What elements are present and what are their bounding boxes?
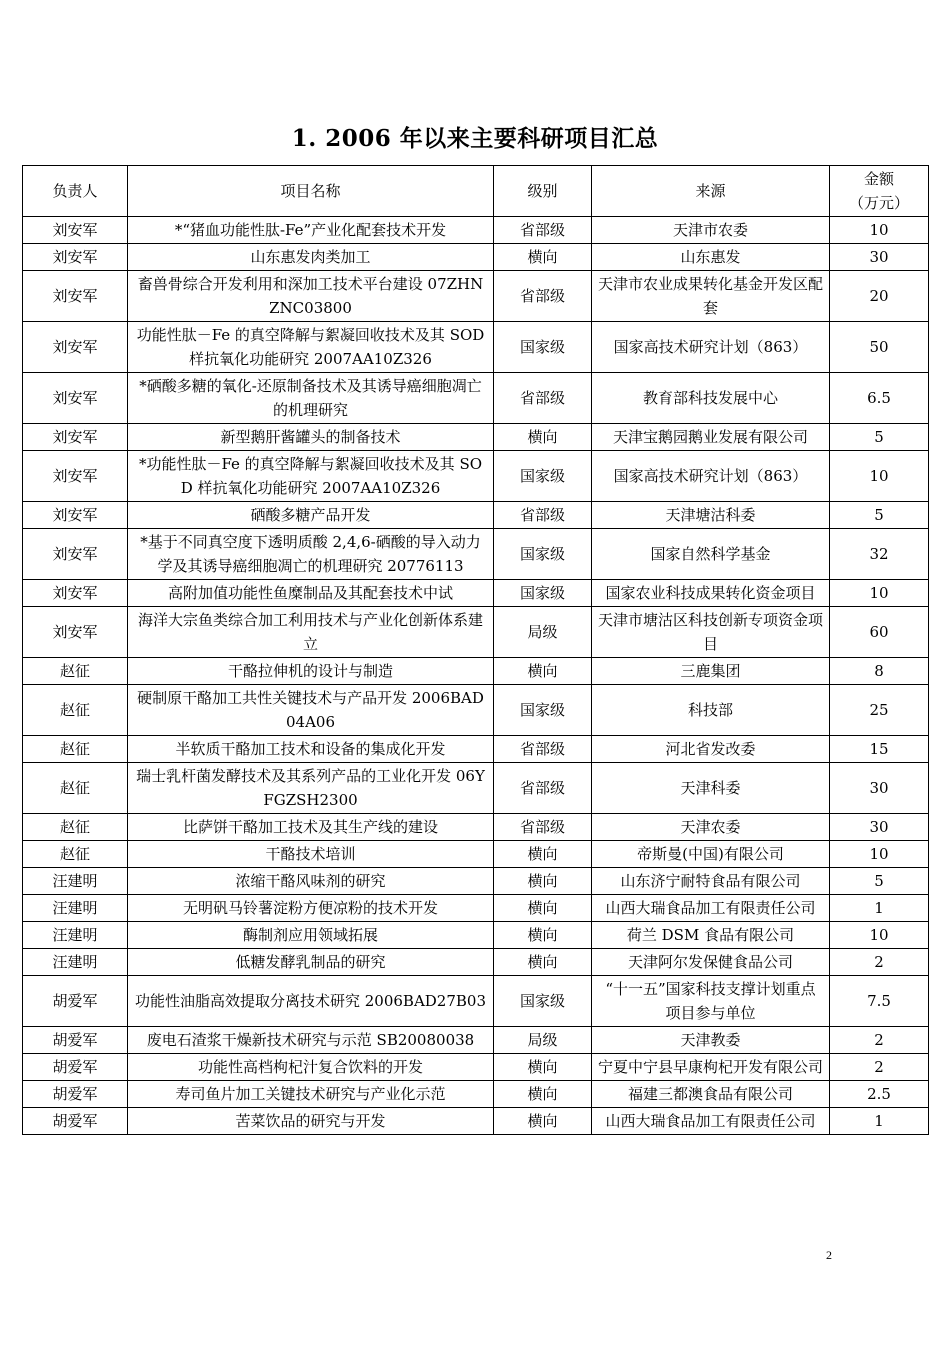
cell-source: 天津农委 [592, 814, 830, 841]
cell-source: 山东济宁耐特食品有限公司 [592, 868, 830, 895]
cell-level: 省部级 [494, 502, 592, 529]
table-row [23, 763, 929, 814]
cell-leader: 刘安军 [23, 607, 128, 658]
cell-leader: 赵征 [23, 658, 128, 685]
cell-level: 横向 [494, 841, 592, 868]
cell-project: *硒酸多糖的氧化-还原制备技术及其诱导癌细胞凋亡的机理研究 [128, 373, 494, 424]
cell-leader: 赵征 [23, 685, 128, 736]
cell-amount: 10 [830, 841, 929, 868]
cell-amount: 60 [830, 607, 929, 658]
table-row [23, 424, 929, 451]
cell-amount: 7.5 [830, 976, 929, 1027]
cell-project: 瑞士乳杆菌发酵技术及其系列产品的工业化开发 06YFGZSH2300 [128, 763, 494, 814]
cell-leader: 刘安军 [23, 580, 128, 607]
cell-level: 横向 [494, 1081, 592, 1108]
cell-leader: 胡爱军 [23, 976, 128, 1027]
cell-project: *功能性肽－Fe 的真空降解与絮凝回收技术及其 SOD 样抗氧化功能研究 2007AA10Z326 [128, 451, 494, 502]
cell-project: 海洋大宗鱼类综合加工利用技术与产业化创新体系建立 [128, 607, 494, 658]
cell-project: 苦菜饮品的研究与开发 [128, 1108, 494, 1135]
cell-project: 功能性高档枸杞汁复合饮料的开发 [128, 1054, 494, 1081]
cell-leader: 赵征 [23, 736, 128, 763]
table-row [23, 685, 929, 736]
cell-leader: 胡爱军 [23, 1108, 128, 1135]
cell-project: 干酪技术培训 [128, 841, 494, 868]
table-row [23, 607, 929, 658]
table-row [23, 322, 929, 373]
cell-project: 干酪拉伸机的设计与制造 [128, 658, 494, 685]
cell-leader: 赵征 [23, 763, 128, 814]
page-title: 1. 2006 年以来主要科研项目汇总 [291, 125, 659, 152]
cell-level: 横向 [494, 1054, 592, 1081]
projects-table [22, 165, 929, 1135]
cell-source: 天津科委 [592, 763, 830, 814]
cell-project: 功能性油脂高效提取分离技术研究 2006BAD27B03 [128, 976, 494, 1027]
table-row [23, 976, 929, 1027]
cell-amount: 5 [830, 424, 929, 451]
cell-amount: 2.5 [830, 1081, 929, 1108]
cell-amount: 6.5 [830, 373, 929, 424]
cell-level: 国家级 [494, 529, 592, 580]
table-row [23, 451, 929, 502]
cell-leader: 胡爱军 [23, 1081, 128, 1108]
cell-source: 国家高技术研究计划（863） [592, 322, 830, 373]
cell-level: 横向 [494, 922, 592, 949]
table-row [23, 373, 929, 424]
cell-amount: 10 [830, 451, 929, 502]
cell-project: 比萨饼干酪加工技术及其生产线的建设 [128, 814, 494, 841]
cell-project: 浓缩干酪风味剂的研究 [128, 868, 494, 895]
cell-source: 荷兰 DSM 食品有限公司 [592, 922, 830, 949]
cell-level: 横向 [494, 244, 592, 271]
table-row [23, 580, 929, 607]
cell-project: 硬制原干酪加工共性关键技术与产品开发 2006BAD04A06 [128, 685, 494, 736]
cell-source: 教育部科技发展中心 [592, 373, 830, 424]
table-row [23, 1027, 929, 1054]
cell-source: 山东惠发 [592, 244, 830, 271]
table-row [23, 949, 929, 976]
cell-source: 河北省发改委 [592, 736, 830, 763]
table-row [23, 736, 929, 763]
cell-source: 帝斯曼(中国)有限公司 [592, 841, 830, 868]
cell-leader: 汪建明 [23, 895, 128, 922]
cell-amount: 5 [830, 502, 929, 529]
cell-level: 横向 [494, 1108, 592, 1135]
cell-project: 山东惠发肉类加工 [128, 244, 494, 271]
cell-source: 天津市塘沽区科技创新专项资金项目 [592, 607, 830, 658]
cell-level: 局级 [494, 607, 592, 658]
cell-project: 低糖发酵乳制品的研究 [128, 949, 494, 976]
cell-level: 国家级 [494, 685, 592, 736]
cell-source: “十一五”国家科技支撑计划重点项目参与单位 [592, 976, 830, 1027]
cell-project: 新型鹅肝酱罐头的制备技术 [128, 424, 494, 451]
table-row [23, 529, 929, 580]
cell-leader: 刘安军 [23, 217, 128, 244]
cell-level: 横向 [494, 658, 592, 685]
table-row [23, 658, 929, 685]
cell-amount: 30 [830, 763, 929, 814]
cell-leader: 汪建明 [23, 949, 128, 976]
table-row [23, 922, 929, 949]
table-row [23, 1081, 929, 1108]
cell-level: 横向 [494, 424, 592, 451]
cell-leader: 刘安军 [23, 244, 128, 271]
cell-amount: 1 [830, 1108, 929, 1135]
table-row [23, 271, 929, 322]
cell-level: 国家级 [494, 976, 592, 1027]
cell-level: 横向 [494, 868, 592, 895]
header-project: 项目名称 [128, 166, 494, 217]
cell-amount: 2 [830, 1027, 929, 1054]
table-row [23, 1054, 929, 1081]
cell-amount: 2 [830, 1054, 929, 1081]
cell-project: *基于不同真空度下透明质酸 2,4,6-硒酸的导入动力学及其诱导癌细胞凋亡的机理研究 20776113 [128, 529, 494, 580]
cell-project: 硒酸多糖产品开发 [128, 502, 494, 529]
table-row [23, 895, 929, 922]
cell-leader: 赵征 [23, 841, 128, 868]
header-leader: 负责人 [23, 166, 128, 217]
cell-source: 天津塘沽科委 [592, 502, 830, 529]
cell-leader: 刘安军 [23, 322, 128, 373]
cell-amount: 10 [830, 922, 929, 949]
cell-project: 酶制剂应用领域拓展 [128, 922, 494, 949]
cell-level: 局级 [494, 1027, 592, 1054]
table-row [23, 217, 929, 244]
cell-source: 科技部 [592, 685, 830, 736]
cell-source: 国家自然科学基金 [592, 529, 830, 580]
cell-amount: 20 [830, 271, 929, 322]
table-header-row [23, 166, 929, 217]
cell-level: 横向 [494, 895, 592, 922]
cell-level: 国家级 [494, 451, 592, 502]
cell-level: 省部级 [494, 736, 592, 763]
table-row [23, 502, 929, 529]
cell-amount: 15 [830, 736, 929, 763]
cell-amount: 10 [830, 217, 929, 244]
cell-source: 天津市农委 [592, 217, 830, 244]
header-source: 来源 [592, 166, 830, 217]
cell-source: 山西大瑞食品加工有限责任公司 [592, 1108, 830, 1135]
cell-amount: 30 [830, 244, 929, 271]
cell-level: 省部级 [494, 763, 592, 814]
cell-amount: 50 [830, 322, 929, 373]
cell-project: 畜兽骨综合开发利用和深加工技术平台建设 07ZHNZNC03800 [128, 271, 494, 322]
table-row [23, 814, 929, 841]
cell-leader: 汪建明 [23, 922, 128, 949]
cell-amount: 5 [830, 868, 929, 895]
cell-amount: 10 [830, 580, 929, 607]
header-amount: 金额 （万元） [830, 166, 929, 217]
cell-source: 国家农业科技成果转化资金项目 [592, 580, 830, 607]
cell-leader: 刘安军 [23, 502, 128, 529]
cell-level: 省部级 [494, 373, 592, 424]
cell-level: 国家级 [494, 322, 592, 373]
cell-source: 山西大瑞食品加工有限责任公司 [592, 895, 830, 922]
cell-amount: 1 [830, 895, 929, 922]
cell-project: 半软质干酪加工技术和设备的集成化开发 [128, 736, 494, 763]
cell-source: 国家高技术研究计划（863） [592, 451, 830, 502]
cell-amount: 8 [830, 658, 929, 685]
cell-leader: 刘安军 [23, 373, 128, 424]
header-level: 级别 [494, 166, 592, 217]
cell-project: 废电石渣浆干燥新技术研究与示范 SB20080038 [128, 1027, 494, 1054]
cell-leader: 胡爱军 [23, 1027, 128, 1054]
cell-leader: 刘安军 [23, 424, 128, 451]
cell-source: 福建三都澳食品有限公司 [592, 1081, 830, 1108]
cell-source: 天津阿尔发保健食品公司 [592, 949, 830, 976]
cell-source: 宁夏中宁县早康枸杞开发有限公司 [592, 1054, 830, 1081]
table-row [23, 868, 929, 895]
cell-leader: 汪建明 [23, 868, 128, 895]
cell-leader: 赵征 [23, 814, 128, 841]
cell-level: 横向 [494, 949, 592, 976]
cell-leader: 刘安军 [23, 529, 128, 580]
cell-project: 功能性肽－Fe 的真空降解与絮凝回收技术及其 SOD 样抗氧化功能研究 2007AA10Z326 [128, 322, 494, 373]
table-body [23, 217, 929, 1135]
cell-level: 国家级 [494, 580, 592, 607]
cell-source: 天津市农业成果转化基金开发区配套 [592, 271, 830, 322]
table-row [23, 841, 929, 868]
cell-leader: 刘安军 [23, 451, 128, 502]
cell-source: 天津宝鹅园鹅业发展有限公司 [592, 424, 830, 451]
cell-amount: 2 [830, 949, 929, 976]
table-row [23, 1108, 929, 1135]
cell-project: 无明矾马铃薯淀粉方便凉粉的技术开发 [128, 895, 494, 922]
cell-source: 三鹿集团 [592, 658, 830, 685]
cell-level: 省部级 [494, 217, 592, 244]
cell-amount: 25 [830, 685, 929, 736]
cell-leader: 刘安军 [23, 271, 128, 322]
cell-project: 寿司鱼片加工关键技术研究与产业化示范 [128, 1081, 494, 1108]
cell-source: 天津教委 [592, 1027, 830, 1054]
table-row [23, 244, 929, 271]
cell-amount: 30 [830, 814, 929, 841]
cell-level: 省部级 [494, 814, 592, 841]
cell-project: *“猪血功能性肽-Fe”产业化配套技术开发 [128, 217, 494, 244]
page-number: 2 [826, 1248, 832, 1262]
cell-project: 高附加值功能性鱼糜制品及其配套技术中试 [128, 580, 494, 607]
cell-amount: 32 [830, 529, 929, 580]
cell-level: 省部级 [494, 271, 592, 322]
cell-leader: 胡爱军 [23, 1054, 128, 1081]
